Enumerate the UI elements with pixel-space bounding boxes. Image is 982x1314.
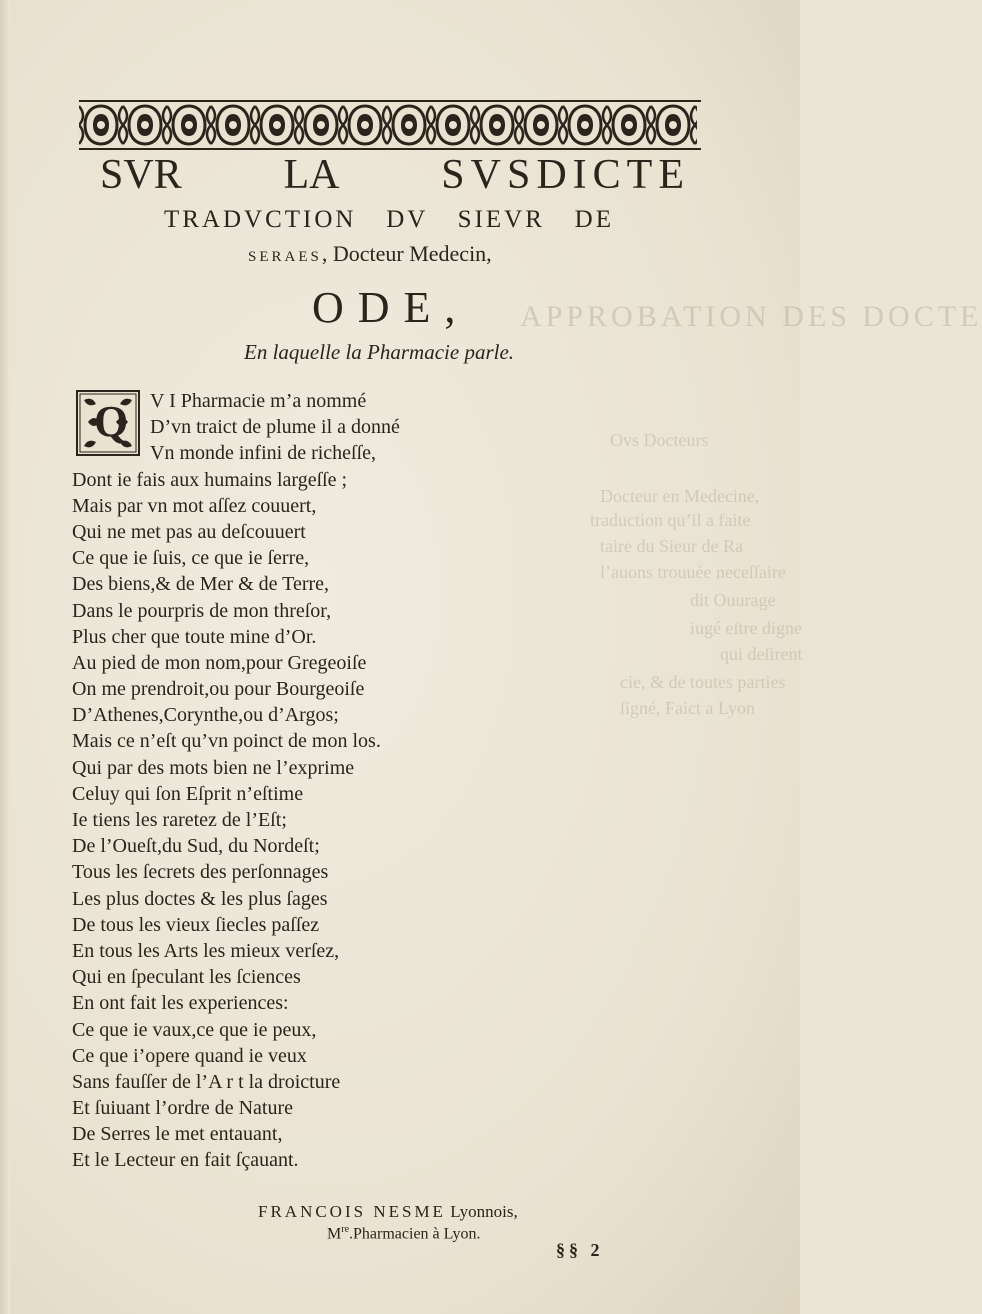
bleed-text: cie, & de toutes parties — [620, 672, 786, 692]
poem-line: V I Pharmacie m’a nommé — [150, 390, 367, 412]
bleed-text: Docteur en Medecine, — [600, 486, 760, 506]
title-word: SVSDICTE — [441, 152, 690, 198]
poem-line: Et le Lecteur en fait ſçauant. — [72, 1149, 299, 1172]
poem-line: De l’Oueſt,du Sud, du Nordeſt; — [72, 835, 320, 858]
poem-line: Celuy qui ſon Eſprit n’eſtime — [72, 782, 304, 805]
poem-line: Plus cher que toute mine d’Or. — [72, 625, 317, 648]
poem-line: En tous les Arts les mieux verſez, — [72, 939, 340, 962]
ode-intro: En laquelle la Pharmacie parle. — [244, 340, 515, 364]
poem-line: Vn monde infini de richeſſe, — [150, 442, 377, 465]
ornamental-headpiece — [79, 100, 701, 150]
author-line — [248, 241, 492, 267]
poem-line: On me prendroit,ou pour Bourgeoiſe — [72, 678, 365, 701]
poem-line: Ce que ie ſuis, ce que ie ſerre, — [72, 547, 310, 570]
poem-line: Dont ie fais aux humains largeſſe ; — [72, 468, 348, 491]
headpiece-pattern-icon — [79, 102, 697, 148]
poem-line: Sans fauſſer de l’A r t la droicture — [72, 1070, 341, 1093]
bleed-text: dit Ouurage — [690, 590, 776, 610]
bleed-text: APPROBATION DES DOCTE — [520, 300, 982, 333]
poem-line: D’Athenes,Corynthe,ou d’Argos; — [72, 704, 339, 727]
poem-line: Des biens,& de Mer & de Terre, — [72, 573, 330, 596]
bleed-text: l’auons trouuée neceſſaire — [600, 562, 786, 582]
signer-title-sup: re — [341, 1224, 350, 1235]
poem-line: En ont fait les experiences: — [72, 992, 289, 1015]
bleed-text: Ovs Docteurs — [610, 430, 709, 450]
signature-mark: §§ 2 — [556, 1240, 604, 1260]
poem-line: D’vn traict de plume il a donné — [150, 416, 400, 439]
poem-line: Qui par des mots bien ne l’exprime — [72, 756, 355, 779]
poem-line: De tous les vieux ſiecles paſſez — [72, 913, 320, 936]
page-title — [100, 152, 690, 198]
poem-line: Et ſuiuant l’ordre de Nature — [72, 1097, 294, 1120]
poem-line: Mais ce n’eſt qu’vn poinct de mon los. — [72, 730, 381, 753]
poem-line: De Serres le met entauant, — [72, 1123, 283, 1146]
signer-name: FRANCOIS NESME — [258, 1202, 446, 1221]
bleed-text: iugé eſtre digne — [690, 618, 802, 638]
author-name: SERAES — [248, 249, 322, 265]
poem-text — [72, 388, 492, 1174]
poem-line: Dans le pourpris de mon threſor, — [72, 599, 332, 622]
poem-line: Qui en ſpeculant les ſciences — [72, 966, 301, 989]
poem-line: Mais par vn mot aſſez couuert, — [72, 494, 317, 517]
title-word: SVR — [100, 152, 182, 198]
signer-title-rest: .Pharmacien à Lyon. — [349, 1225, 481, 1243]
poem-line: Les plus doctes & les plus ſages — [72, 887, 328, 910]
poem-line: Ie tiens les raretez de l’Eſt; — [72, 809, 287, 831]
bleed-text: qui deſirent — [720, 644, 803, 664]
poem-line: Tous les ſecrets des perſonnages — [72, 861, 329, 884]
signer-title — [327, 1224, 481, 1243]
author-title: , Docteur Medecin, — [321, 241, 492, 266]
bleed-text: ſigné, Faict a Lyon — [620, 698, 755, 718]
signer-origin: Lyonnois, — [450, 1202, 518, 1221]
bleed-text: traduction qu’il a faite — [590, 510, 751, 530]
ode-heading: ODE, — [312, 283, 470, 332]
page-binding-edge — [0, 0, 10, 1314]
bleed-text: taire du Sieur de Ra — [600, 536, 743, 556]
initial-letter: Q — [94, 397, 129, 446]
signer-line — [258, 1202, 518, 1222]
poem-line: Ce que i’opere quand ie veux — [72, 1044, 307, 1067]
poem-line: Qui ne met pas au deſcouuert — [72, 520, 306, 543]
signer-title-prefix: M — [327, 1225, 342, 1243]
page-subtitle: TRADVCTION DV SIEVR DE — [164, 206, 614, 233]
poem-line: Au pied de mon nom,pour Gregeoiſe — [72, 651, 367, 674]
poem-line: Ce que ie vaux,ce que ie peux, — [72, 1018, 317, 1041]
title-word: LA — [283, 152, 340, 198]
